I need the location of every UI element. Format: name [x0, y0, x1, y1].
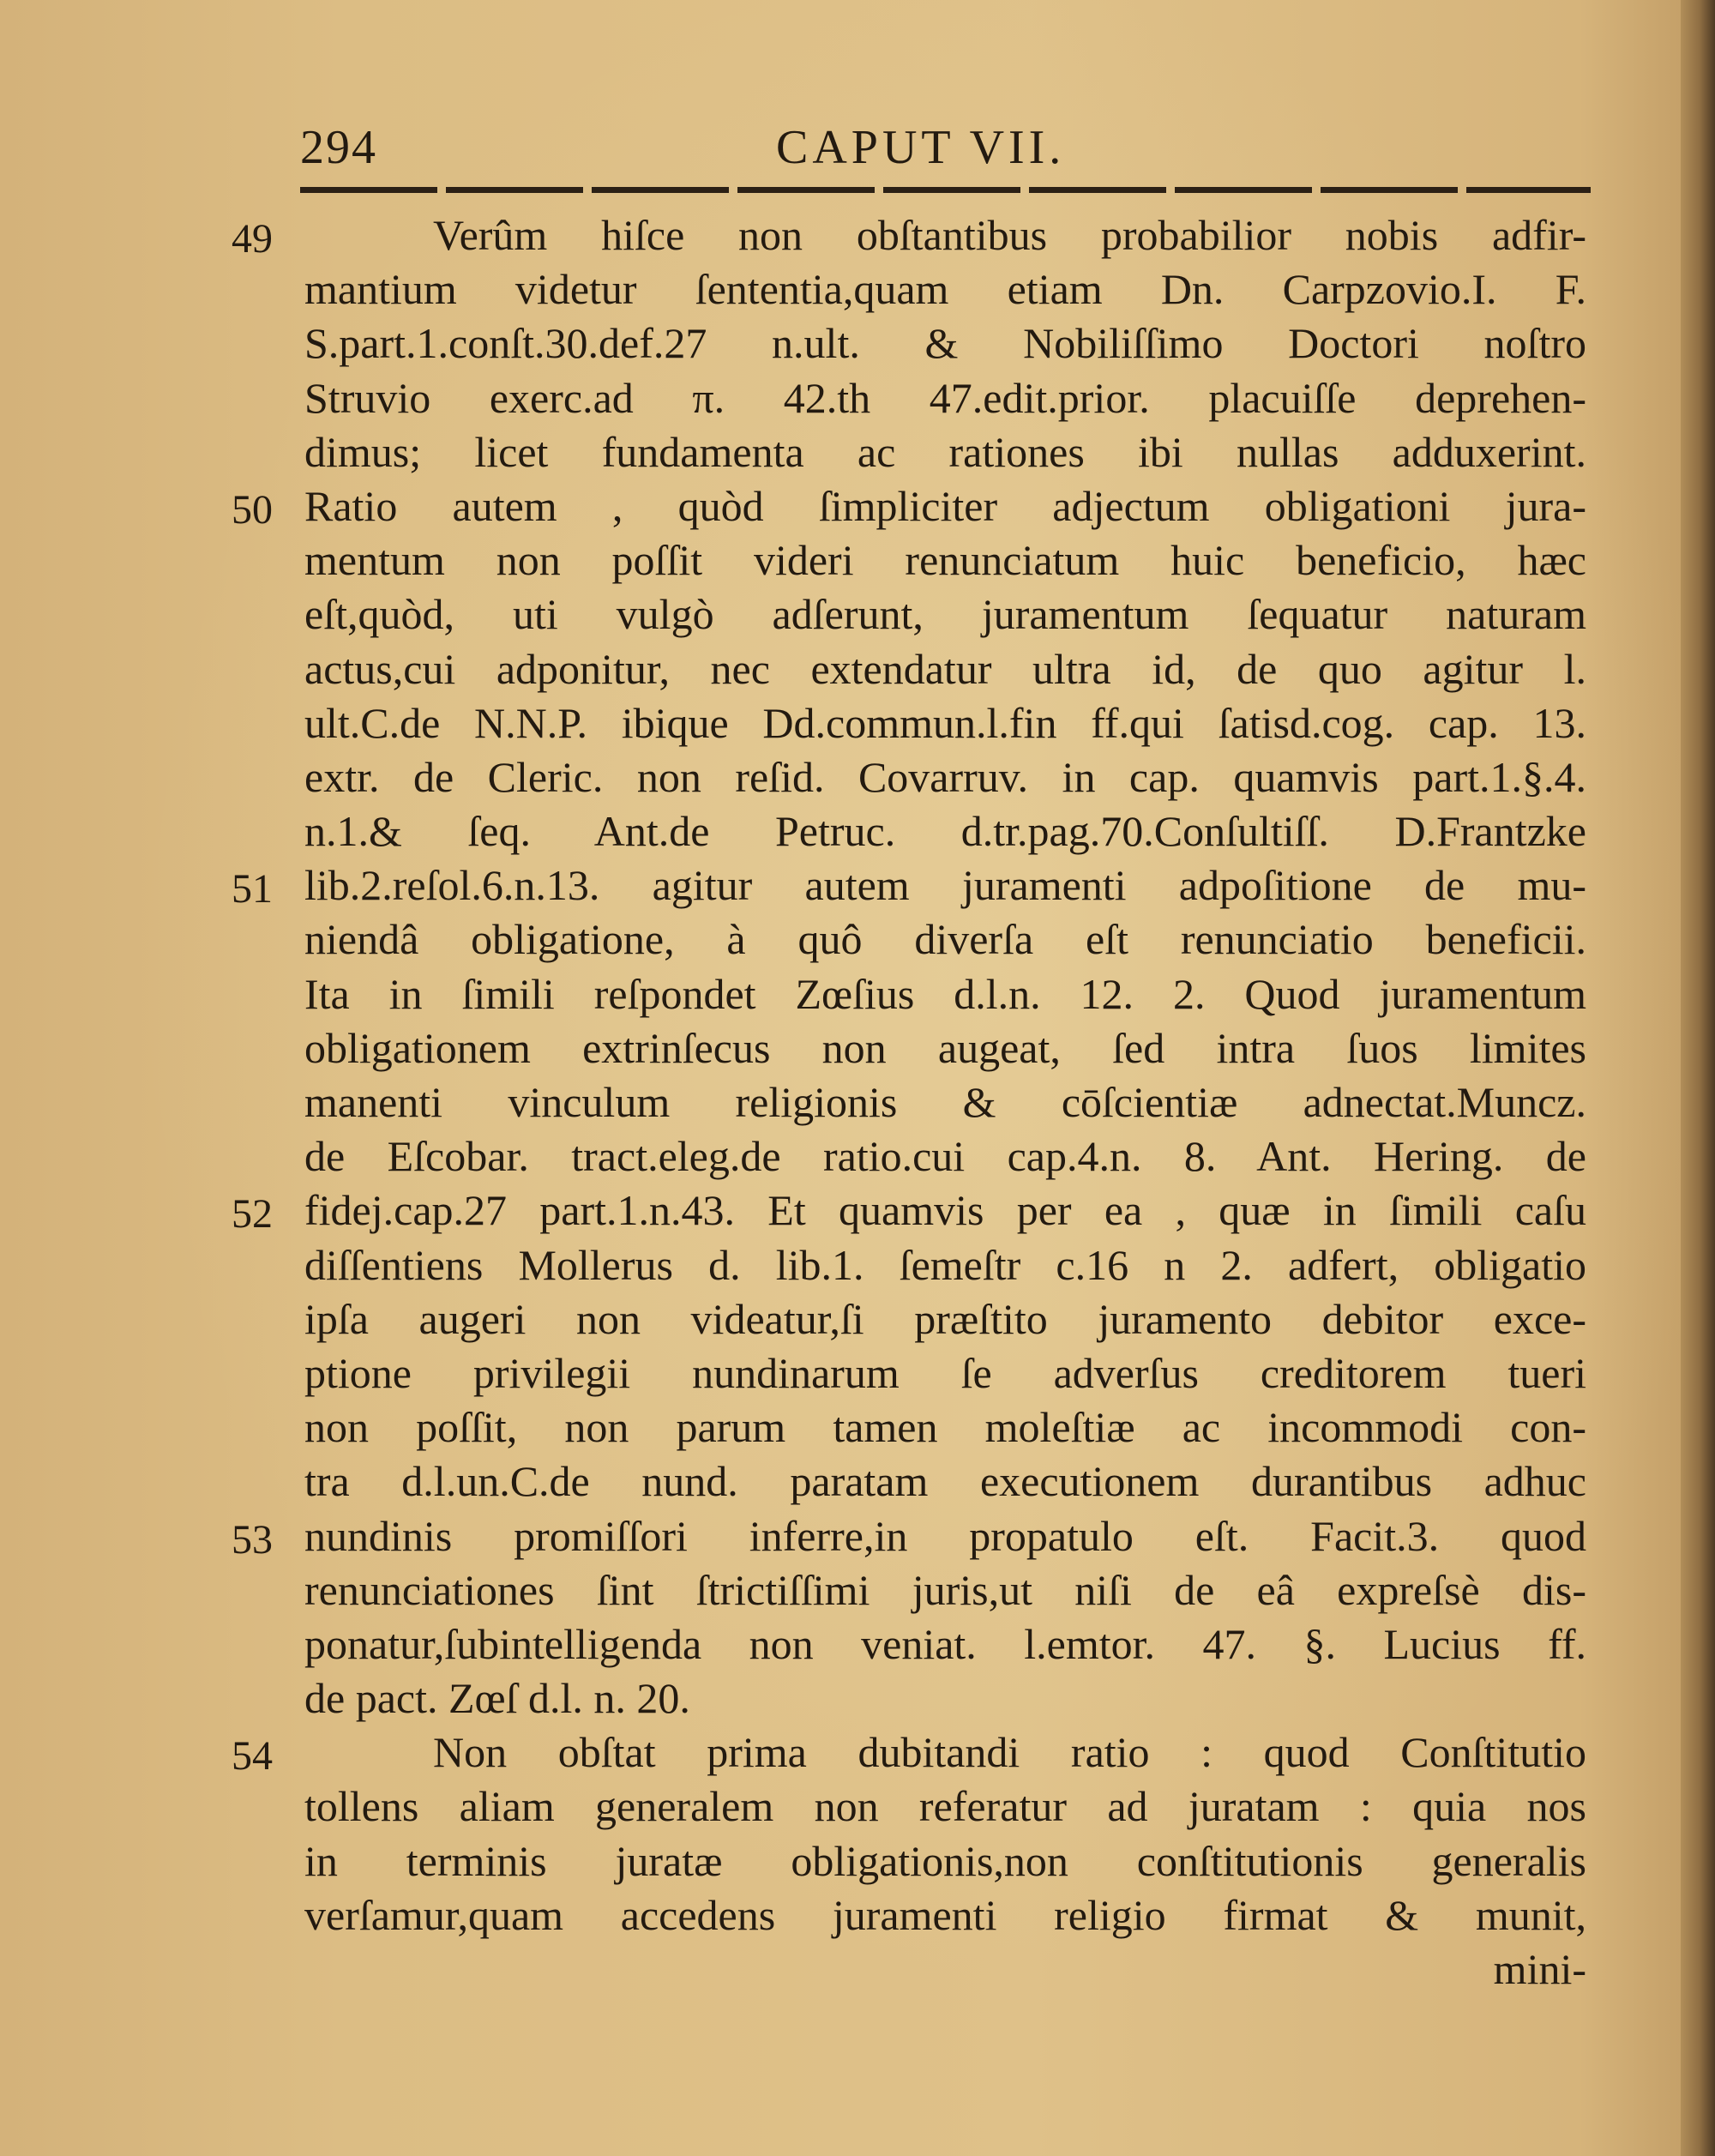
text-line — [0, 912, 1715, 967]
line-text: ipſa augeri non videatur,ſi præſtito juramento debitor exce- — [304, 1294, 1586, 1343]
text-line — [0, 479, 1715, 533]
text-line — [0, 1888, 1715, 1942]
text-line — [0, 1021, 1715, 1075]
text-line — [0, 1075, 1715, 1129]
margin-paragraph-number: 52 — [232, 1191, 273, 1238]
line-text: Struvio exerc.ad π. 42.th 47.edit.prior. placuiſſe deprehen- — [304, 373, 1586, 422]
margin-paragraph-number: 53 — [232, 1516, 273, 1563]
text-line — [0, 750, 1715, 804]
text-line — [0, 262, 1715, 316]
text-line — [0, 587, 1715, 641]
text-body — [0, 208, 1715, 1996]
catchword: mini- — [1493, 1945, 1586, 1993]
line-text: de pact. Zœſ d.l. n. 20. — [304, 1674, 690, 1723]
text-line — [0, 1834, 1715, 1888]
text-line — [0, 1183, 1715, 1238]
text-line — [0, 1617, 1715, 1671]
line-text: manenti vinculum religionis & cōſcientiæ adnectat.Muncz. — [304, 1078, 1586, 1126]
line-text: ult.C.de N.N.P. ibique Dd.commun.l.fin ff.qui ſatisd.cog. cap. 13. — [304, 698, 1586, 747]
text-line — [0, 1292, 1715, 1346]
text-line — [0, 371, 1715, 425]
header-rule — [300, 187, 1591, 193]
catchword-line — [0, 1942, 1715, 1996]
text-line — [0, 858, 1715, 912]
line-text: mentum non poſſit videri renunciatum huic beneficio, hæc — [304, 536, 1586, 585]
line-text: Ita in ſimili reſpondet Zœſius d.l.n. 12. 2. Quod juramentum — [304, 969, 1586, 1018]
text-line — [0, 967, 1715, 1021]
line-text: ptione privilegii nundinarum ſe adverſus creditorem tueri — [304, 1348, 1586, 1397]
line-text: obligationem extrinſecus non augeat, ſed intra ſuos limites — [304, 1023, 1586, 1072]
text-line — [0, 1129, 1715, 1183]
line-text: Verûm hiſce non obſtantibus probabilior nobis adfir- — [433, 211, 1586, 259]
margin-paragraph-number: 50 — [232, 486, 273, 533]
text-line — [0, 1509, 1715, 1563]
line-text: non poſſit, non parum tamen moleſtiæ ac incommodi con- — [304, 1403, 1586, 1452]
line-text: verſamur,quam accedens juramenti religio firmat & munit, — [304, 1890, 1586, 1939]
line-text: dimus; licet fundamenta ac rationes ibi nullas adduxerint. — [304, 427, 1586, 476]
line-text: actus,cui adponitur, nec extendatur ultra id, de quo agitur l. — [304, 644, 1586, 693]
running-head: CAPUT VII. — [776, 121, 1066, 174]
line-text: diſſentiens Mollerus d. lib.1. ſemeſtr c.16 n 2. adfert, obligatio — [304, 1240, 1586, 1289]
text-line — [0, 533, 1715, 587]
text-line — [0, 1725, 1715, 1780]
line-text: lib.2.reſol.6.n.13. agitur autem juramenti adpoſitione de mu- — [304, 861, 1586, 910]
text-line — [0, 1671, 1715, 1725]
text-line — [0, 1400, 1715, 1454]
text-line — [0, 316, 1715, 370]
line-text: n.1.& ſeq. Ant.de Petruc. d.tr.pag.70.Conſultiſſ. D.Frantzke — [304, 807, 1586, 856]
line-text: in terminis juratæ obligationis,non conſtitutionis generalis — [304, 1836, 1586, 1885]
page-number: 294 — [300, 121, 377, 174]
text-line — [0, 696, 1715, 750]
text-line — [0, 642, 1715, 696]
line-text: Non obſtat prima dubitandi ratio : quod Conſtitutio — [433, 1728, 1586, 1777]
line-text: niendâ obligatione, à quô diverſa eſt renunciatio beneficii. — [304, 915, 1586, 964]
text-line — [0, 1563, 1715, 1617]
margin-paragraph-number: 51 — [232, 866, 273, 912]
line-text: nundinis promiſſori inferre,in propatulo eſt. Facit.3. quod — [304, 1511, 1586, 1560]
text-line — [0, 1346, 1715, 1400]
line-text: tra d.l.un.C.de nund. paratam executionem durantibus adhuc — [304, 1457, 1586, 1506]
line-text: renunciationes ſint ſtrictiſſimi juris,ut niſi de eâ expreſsè dis- — [304, 1565, 1586, 1614]
text-line — [0, 1454, 1715, 1509]
line-text: mantium videtur ſententia,quam etiam Dn. Carpzovio.I. F. — [304, 265, 1586, 314]
line-text: S.part.1.conſt.30.def.27 n.ult. & Nobiliſſimo Doctori noſtro — [304, 319, 1586, 368]
page-header — [0, 120, 1715, 180]
margin-paragraph-number: 49 — [232, 216, 273, 262]
line-text: tollens aliam generalem non referatur ad juratam : quia nos — [304, 1782, 1586, 1831]
line-text: eſt,quòd, uti vulgò adſerunt, juramentum ſequatur naturam — [304, 590, 1586, 639]
line-text: Ratio autem , quòd ſimpliciter adjectum obligationi jura- — [304, 481, 1586, 530]
text-line — [0, 1238, 1715, 1292]
line-text: fidej.cap.27 part.1.n.43. Et quamvis per ea , quæ in ſimili caſu — [304, 1186, 1586, 1235]
line-text: extr. de Cleric. non reſid. Covarruv. in cap. quamvis part.1.§.4. — [304, 752, 1586, 801]
text-line — [0, 1780, 1715, 1834]
line-text: ponatur,ſubintelligenda non veniat. l.emtor. 47. §. Lucius ff. — [304, 1619, 1586, 1668]
text-line — [0, 804, 1715, 858]
text-line — [0, 425, 1715, 479]
margin-paragraph-number: 54 — [232, 1733, 273, 1780]
line-text: de Eſcobar. tract.eleg.de ratio.cui cap.4.n. 8. Ant. Hering. de — [304, 1132, 1586, 1181]
text-line — [0, 208, 1715, 262]
